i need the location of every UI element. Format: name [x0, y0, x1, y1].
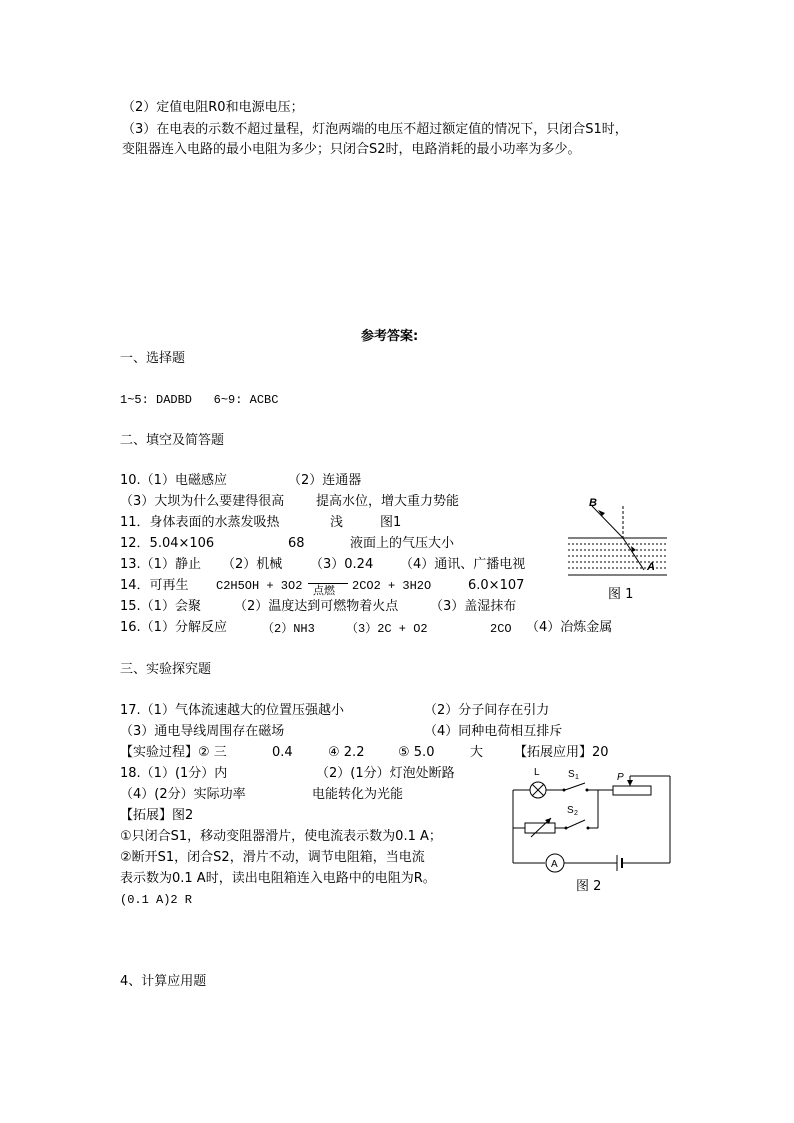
answer-11: 11．身体表面的水蒸发吸热: [120, 515, 280, 530]
label-slider: P: [617, 772, 624, 783]
question-part-3a: （3）在电表的示数不超过量程，灯泡两端的电压不超过额定值的情况下，只闭合S1时，: [122, 122, 628, 137]
answer-16-4: 2CO: [490, 622, 512, 636]
answer-12c: 液面上的气压大小: [350, 536, 455, 551]
answer-17-3: （3）通电导线周围存在磁场: [120, 724, 285, 739]
answer-10-3: （3）大坝为什么要建得很高: [120, 494, 285, 509]
figure-2-caption: 图 2: [576, 879, 602, 894]
answer-18-4: （4）(2分）实际功率: [120, 787, 246, 802]
label-ammeter: A: [551, 859, 558, 870]
section-4-title: 4、计算应用题: [120, 974, 207, 989]
answer-13-3: （3）0.24: [310, 557, 374, 572]
question-part-3b: 变阻器连入电路的最小电阻为多少；只闭合S2时，电路消耗的最小功率为多少。: [122, 142, 581, 157]
answer-15-2: （2）温度达到可燃物着火点: [234, 599, 399, 614]
experiment-process-e: 大: [470, 745, 484, 760]
answer-16-1: 16.（1）分解反应: [120, 620, 227, 635]
power-expression: (0.1 A)2 R: [120, 893, 193, 907]
extension-application: 【拓展应用】20: [514, 745, 609, 760]
answer-14e: 6.0×107: [468, 578, 525, 593]
answer-11c: 图1: [380, 515, 402, 530]
label-switch-2-sub: 2: [574, 810, 578, 817]
label-a: A: [647, 561, 655, 573]
experiment-process: 【实验过程】② 三: [120, 745, 227, 760]
experiment-process-c: ④ 2.2: [328, 745, 365, 760]
step-1: ①只闭合S1，移动变阻器滑片，使电流表示数为0.1 A；: [120, 829, 442, 844]
answer-12: 12．5.04×106: [120, 536, 215, 551]
answer-14-condition: 点燃: [313, 584, 335, 597]
answer-16-3: （3）2C + O2: [346, 622, 428, 636]
reaction-arrow-line: [308, 583, 348, 584]
answer-17-4: （4）同种电荷相互排斥: [424, 724, 563, 739]
section-3-title: 三、实验探究题: [120, 662, 212, 677]
experiment-process-b: 0.4: [272, 745, 293, 760]
answer-14-reactants: C2H5OH + 3O2: [216, 579, 303, 593]
answer-12b: 68: [288, 536, 305, 551]
answer-17-1: 17.（1）气体流速越大的位置压强越小: [120, 703, 344, 718]
answer-10-1: 10.（1）电磁感应: [120, 473, 227, 488]
figure-1-caption: 图 1: [608, 587, 634, 602]
answer-14-products: 2CO2 + 3H2O: [352, 579, 432, 593]
answer-15-1: 15.（1）会聚: [120, 599, 201, 614]
answer-15-3: （3）盖湿抹布: [430, 599, 517, 614]
answer-14: 14．可再生: [120, 578, 189, 593]
label-switch-1-sub: 1: [575, 774, 579, 781]
label-b: B: [589, 497, 597, 509]
figure-2-circuit: [505, 760, 680, 875]
answer-10-3b: 提高水位，增大重力势能: [316, 494, 460, 509]
label-lamp: L: [534, 767, 540, 778]
answer-17-2: （2）分子间存在引力: [424, 703, 550, 718]
answers-title: 参考答案:: [361, 329, 419, 344]
question-part-2: （2）定值电阻R0和电源电压；: [122, 100, 304, 115]
step-3: 表示数为0.1 A时，读出电阻箱连入电路中的电阻为R。: [120, 871, 436, 886]
answer-13-1: 13.（1）静止: [120, 557, 201, 572]
section-2-title: 二、填空及简答题: [120, 433, 225, 448]
experiment-process-d: ⑤ 5.0: [398, 745, 435, 760]
answer-16-2: （2）NH3: [262, 622, 315, 636]
answer-11b: 浅: [330, 515, 344, 530]
answer-10-2: （2）连通器: [288, 473, 362, 488]
extension-label: 【拓展】图2: [120, 808, 194, 823]
answer-18-1: 18.（1）(1分）内: [120, 766, 228, 781]
section-1-title: 一、选择题: [120, 351, 186, 366]
answer-18-4b: 电能转化为光能: [312, 787, 404, 802]
step-2: ②断开S1，闭合S2，滑片不动，调节电阻箱，当电流: [120, 850, 425, 865]
figure-1-refraction: [560, 492, 675, 582]
choice-answers: 1~5: DADBD 6~9: ACBC: [120, 393, 279, 407]
answer-13-2: （2）机械: [222, 557, 283, 572]
label-switch-1: S: [568, 769, 575, 780]
answer-13-4: （4）通讯、广播电视: [400, 557, 526, 572]
answer-16-5: （4）冶炼金属: [526, 620, 613, 635]
answer-18-2: （2）(1分）灯泡处断路: [316, 766, 455, 781]
label-switch-2: S: [567, 805, 574, 816]
